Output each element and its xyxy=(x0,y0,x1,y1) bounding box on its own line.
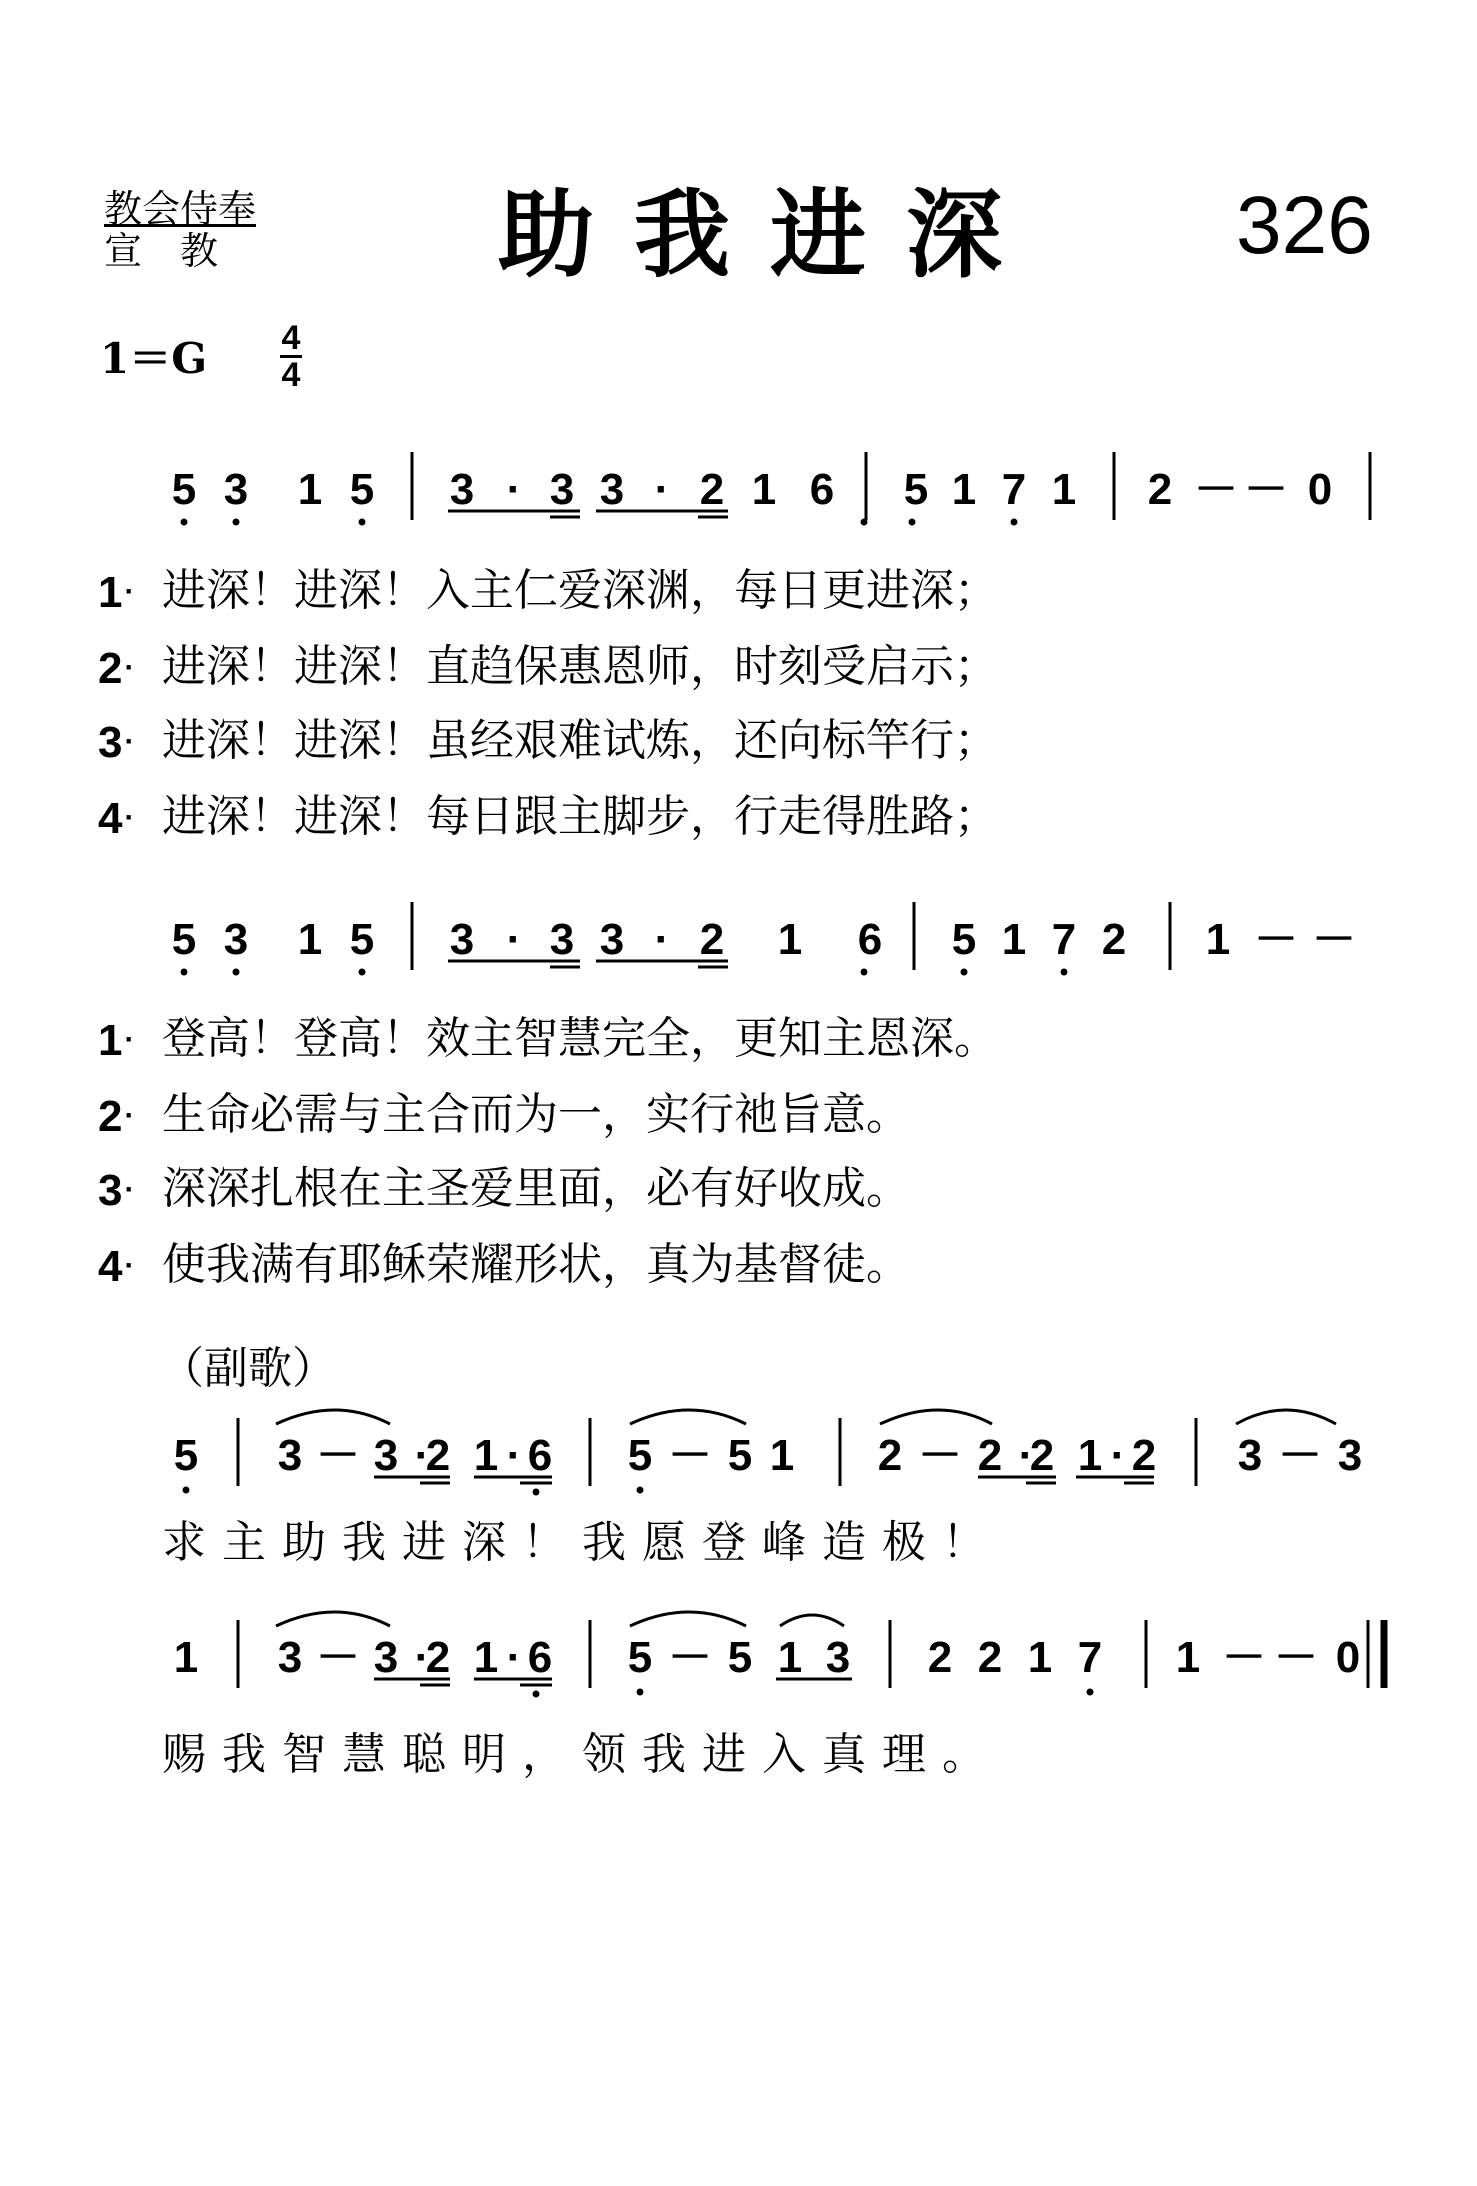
notes-line-3 xyxy=(174,1431,1362,1480)
note: 5 xyxy=(903,465,929,514)
note: － xyxy=(1254,915,1298,964)
note: 1 xyxy=(769,1431,795,1480)
barlines xyxy=(238,452,1384,1688)
verse-number: 2· xyxy=(98,644,135,693)
note: · xyxy=(506,1633,522,1682)
note: 1 xyxy=(777,1633,803,1682)
note: 1 xyxy=(1077,1431,1103,1480)
note: 6 xyxy=(809,465,835,514)
note: · xyxy=(506,915,522,964)
note: － xyxy=(668,1431,712,1480)
note: － xyxy=(1274,1633,1318,1682)
note: － xyxy=(1222,1633,1266,1682)
note: 1 xyxy=(951,465,977,514)
note: 5 xyxy=(727,1431,753,1480)
note: 2 xyxy=(877,1431,903,1480)
note: － xyxy=(316,1431,360,1480)
note: 3 xyxy=(277,1633,303,1682)
note: 3 xyxy=(373,1633,399,1682)
note: 3 xyxy=(1237,1431,1263,1480)
note: 6 xyxy=(857,915,883,964)
note: 1 xyxy=(1205,915,1231,964)
note: 5 xyxy=(349,915,375,964)
note: － xyxy=(1278,1431,1322,1480)
lyric-line: 生命必需与主合而为一，实行祂旨意。 xyxy=(162,1089,910,1140)
note: 3 xyxy=(599,915,625,964)
note: 3 xyxy=(223,915,249,964)
note: － xyxy=(316,1633,360,1682)
note: 0 xyxy=(1335,1633,1361,1682)
note: 1 xyxy=(473,1633,499,1682)
lyric-line: 进深！进深！入主仁爱深渊，每日更进深； xyxy=(162,565,998,616)
note: 1 xyxy=(297,465,323,514)
category-label: 教会侍奉 xyxy=(104,187,257,231)
note: 2 xyxy=(977,1431,1003,1480)
note: 1 xyxy=(1175,1633,1201,1682)
note: 3 xyxy=(549,465,575,514)
lyric-line: 进深！进深！虽经艰难试炼，还向标竿行； xyxy=(162,715,998,766)
note: － xyxy=(1194,465,1238,514)
lyric-line: 进深！进深！直趋保惠恩师，时刻受启示； xyxy=(162,641,998,692)
note: · xyxy=(654,915,670,964)
note: 2 xyxy=(699,465,725,514)
note: 6 xyxy=(527,1431,553,1480)
note: 2 xyxy=(1147,465,1173,514)
note: 1 xyxy=(777,915,803,964)
note: － xyxy=(918,1431,962,1480)
verse-number: 4· xyxy=(98,794,135,843)
hymn-number: 326 xyxy=(1236,180,1373,271)
notes-line-1 xyxy=(172,465,1332,514)
time-bottom: 4 xyxy=(281,356,301,394)
chorus-lyric-line: 赐我智慧聪明，领我进入真理。 xyxy=(162,1729,1002,1780)
note: 0 xyxy=(1307,465,1333,514)
time-top: 4 xyxy=(281,319,301,357)
note: 3 xyxy=(223,465,249,514)
note: 2 xyxy=(927,1633,953,1682)
note: 5 xyxy=(951,915,977,964)
note: 3 xyxy=(277,1431,303,1480)
note: 2 xyxy=(1101,915,1127,964)
note: · xyxy=(414,1633,430,1682)
note: · xyxy=(654,465,670,514)
hymn-title: 助我进深 xyxy=(498,178,1042,291)
note: 2 xyxy=(699,915,725,964)
notes-line-2 xyxy=(172,915,1356,964)
note: 5 xyxy=(627,1633,653,1682)
note: · xyxy=(506,1431,522,1480)
note: · xyxy=(1110,1431,1126,1480)
note: 3 xyxy=(449,915,475,964)
lyric-line: 进深！进深！每日跟主脚步，行走得胜路； xyxy=(162,791,998,842)
chorus-label: （副歌） xyxy=(160,1343,336,1394)
note: 6 xyxy=(527,1633,553,1682)
note: 5 xyxy=(171,465,197,514)
note: 3 xyxy=(599,465,625,514)
category-sublabel: 宣 教 xyxy=(104,229,219,273)
note: 5 xyxy=(627,1431,653,1480)
note: 1 xyxy=(297,915,323,964)
note: 2 xyxy=(1029,1431,1055,1480)
note: 2 xyxy=(977,1633,1003,1682)
verse-number: 3· xyxy=(98,1166,135,1215)
note: 7 xyxy=(1051,915,1077,964)
note: · xyxy=(506,465,522,514)
note: 1 xyxy=(1051,465,1077,514)
lyric-line: 使我满有耶稣荣耀形状，真为基督徒。 xyxy=(162,1239,910,1290)
note: · xyxy=(414,1431,430,1480)
verse-number: 2· xyxy=(98,1092,135,1141)
note: 1 xyxy=(473,1431,499,1480)
note: 5 xyxy=(727,1633,753,1682)
note: 3 xyxy=(373,1431,399,1480)
note: 3 xyxy=(825,1633,851,1682)
note: 1 xyxy=(751,465,777,514)
note: 1 xyxy=(1027,1633,1053,1682)
note: 2 xyxy=(1131,1431,1157,1480)
verse-number: 1· xyxy=(98,1016,135,1065)
verse-number: 1· xyxy=(98,568,135,617)
lyric-line: 深深扎根在主圣爱里面，必有好收成。 xyxy=(162,1163,910,1214)
note: 3 xyxy=(449,465,475,514)
note: － xyxy=(668,1633,712,1682)
note: 5 xyxy=(171,915,197,964)
note: 5 xyxy=(349,465,375,514)
verse-number: 3· xyxy=(98,718,135,767)
note: 5 xyxy=(173,1431,199,1480)
note: 2 xyxy=(425,1633,451,1682)
note: － xyxy=(1244,465,1288,514)
note: · xyxy=(1018,1431,1034,1480)
lyric-line: 登高！登高！效主智慧完全，更知主恩深。 xyxy=(162,1013,998,1064)
notes-line-4 xyxy=(174,1633,1360,1682)
note: 1 xyxy=(173,1633,199,1682)
note: 7 xyxy=(1001,465,1027,514)
key-signature: 1＝G xyxy=(100,334,208,383)
verse-number: 4· xyxy=(98,1242,135,1291)
note: 2 xyxy=(425,1431,451,1480)
chorus-lyric-line: 求主助我进深！我愿登峰造极！ xyxy=(162,1517,1002,1568)
note: 3 xyxy=(549,915,575,964)
note: 7 xyxy=(1077,1633,1103,1682)
note: 3 xyxy=(1337,1431,1363,1480)
note: 1 xyxy=(1001,915,1027,964)
note: － xyxy=(1312,915,1356,964)
